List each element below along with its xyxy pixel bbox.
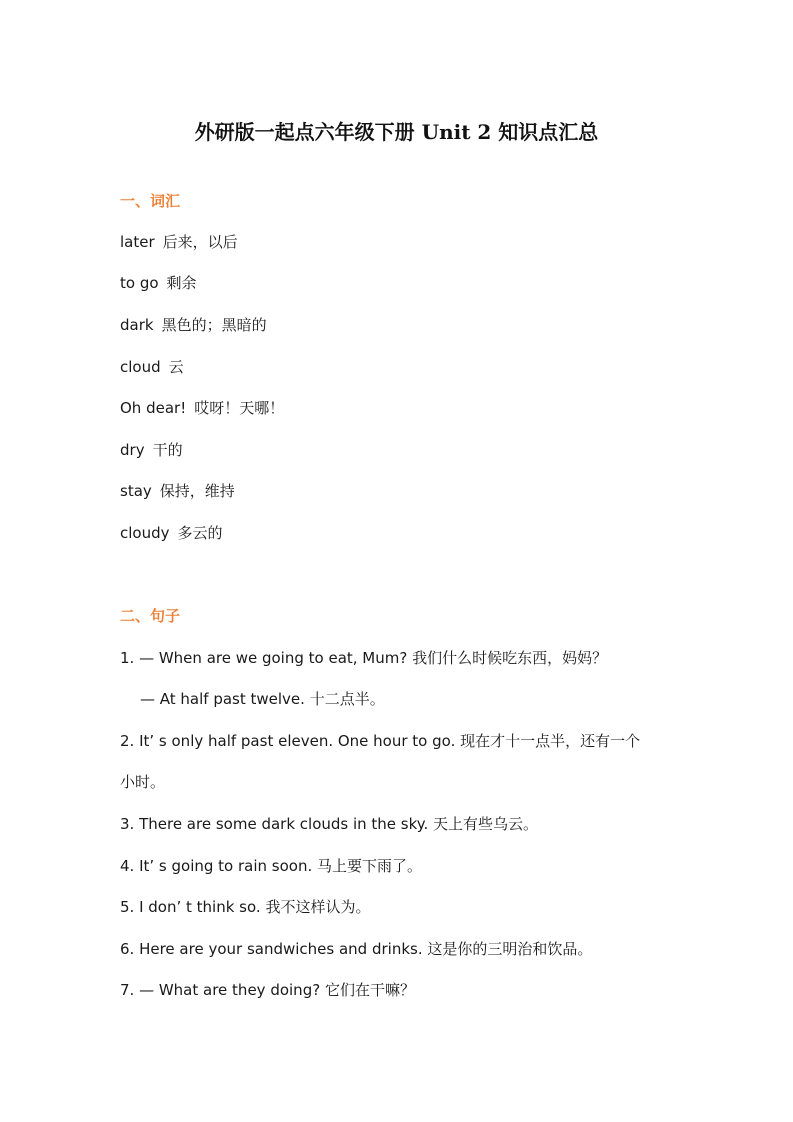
sentence-line: 1. — When are we going to eat, Mum? 我们什么时候吃东西，妈妈？ (120, 649, 608, 667)
section-heading-sentences: 二、句子 (120, 607, 181, 625)
vocab-item (120, 272, 197, 294)
vocab-word: to go (120, 274, 159, 292)
vocab-meaning: 保持，维持 (159, 482, 235, 500)
vocab-meaning: 剩余 (166, 274, 197, 292)
sentence-line: 6. Here are your sandwiches and drinks. 这是你的三明治和饮品。 (120, 940, 593, 958)
document-title: 外研版一起点六年级下册 Unit 2 知识点汇总 (194, 120, 599, 144)
sentence-line: — At half past twelve. 十二点半。 (140, 690, 385, 708)
sentence-line: 4. It’ s going to rain soon. 马上要下雨了。 (120, 857, 423, 875)
sentence-line: 5. I don’ t think so. 我不这样认为。 (120, 898, 371, 916)
vocab-meaning: 哎呀！天哪！ (194, 399, 285, 417)
vocab-meaning: 黑色的；黑暗的 (161, 316, 267, 334)
vocab-word: cloud (120, 358, 161, 376)
sentence-line: 7. — What are they doing? 它们在干嘛？ (120, 981, 415, 999)
vocab-meaning: 云 (168, 358, 184, 376)
vocab-item (120, 356, 184, 378)
vocab-meaning: 后来，以后 (162, 233, 238, 251)
sentence-line: 3. There are some dark clouds in the sky. 天上有些乌云。 (120, 815, 539, 833)
vocab-item (120, 439, 183, 461)
sentence-line: 小时。 (120, 773, 166, 791)
vocab-word: Oh dear! (120, 399, 187, 417)
vocab-meaning: 多云的 (177, 524, 223, 542)
vocab-item (120, 522, 223, 544)
section-heading-vocabulary: 一、词汇 (120, 192, 181, 210)
vocab-item (120, 480, 235, 502)
vocab-word: later (120, 233, 155, 251)
vocab-meaning: 干的 (152, 441, 183, 459)
vocab-word: dry (120, 441, 145, 459)
vocab-word: stay (120, 482, 152, 500)
vocab-word: dark (120, 316, 154, 334)
vocab-item (120, 397, 284, 419)
vocab-item (120, 314, 267, 336)
vocab-item (120, 231, 238, 253)
vocab-word: cloudy (120, 524, 170, 542)
sentence-line: 2. It’ s only half past eleven. One hour to go. 现在才十一点半，还有一个 (120, 732, 641, 750)
